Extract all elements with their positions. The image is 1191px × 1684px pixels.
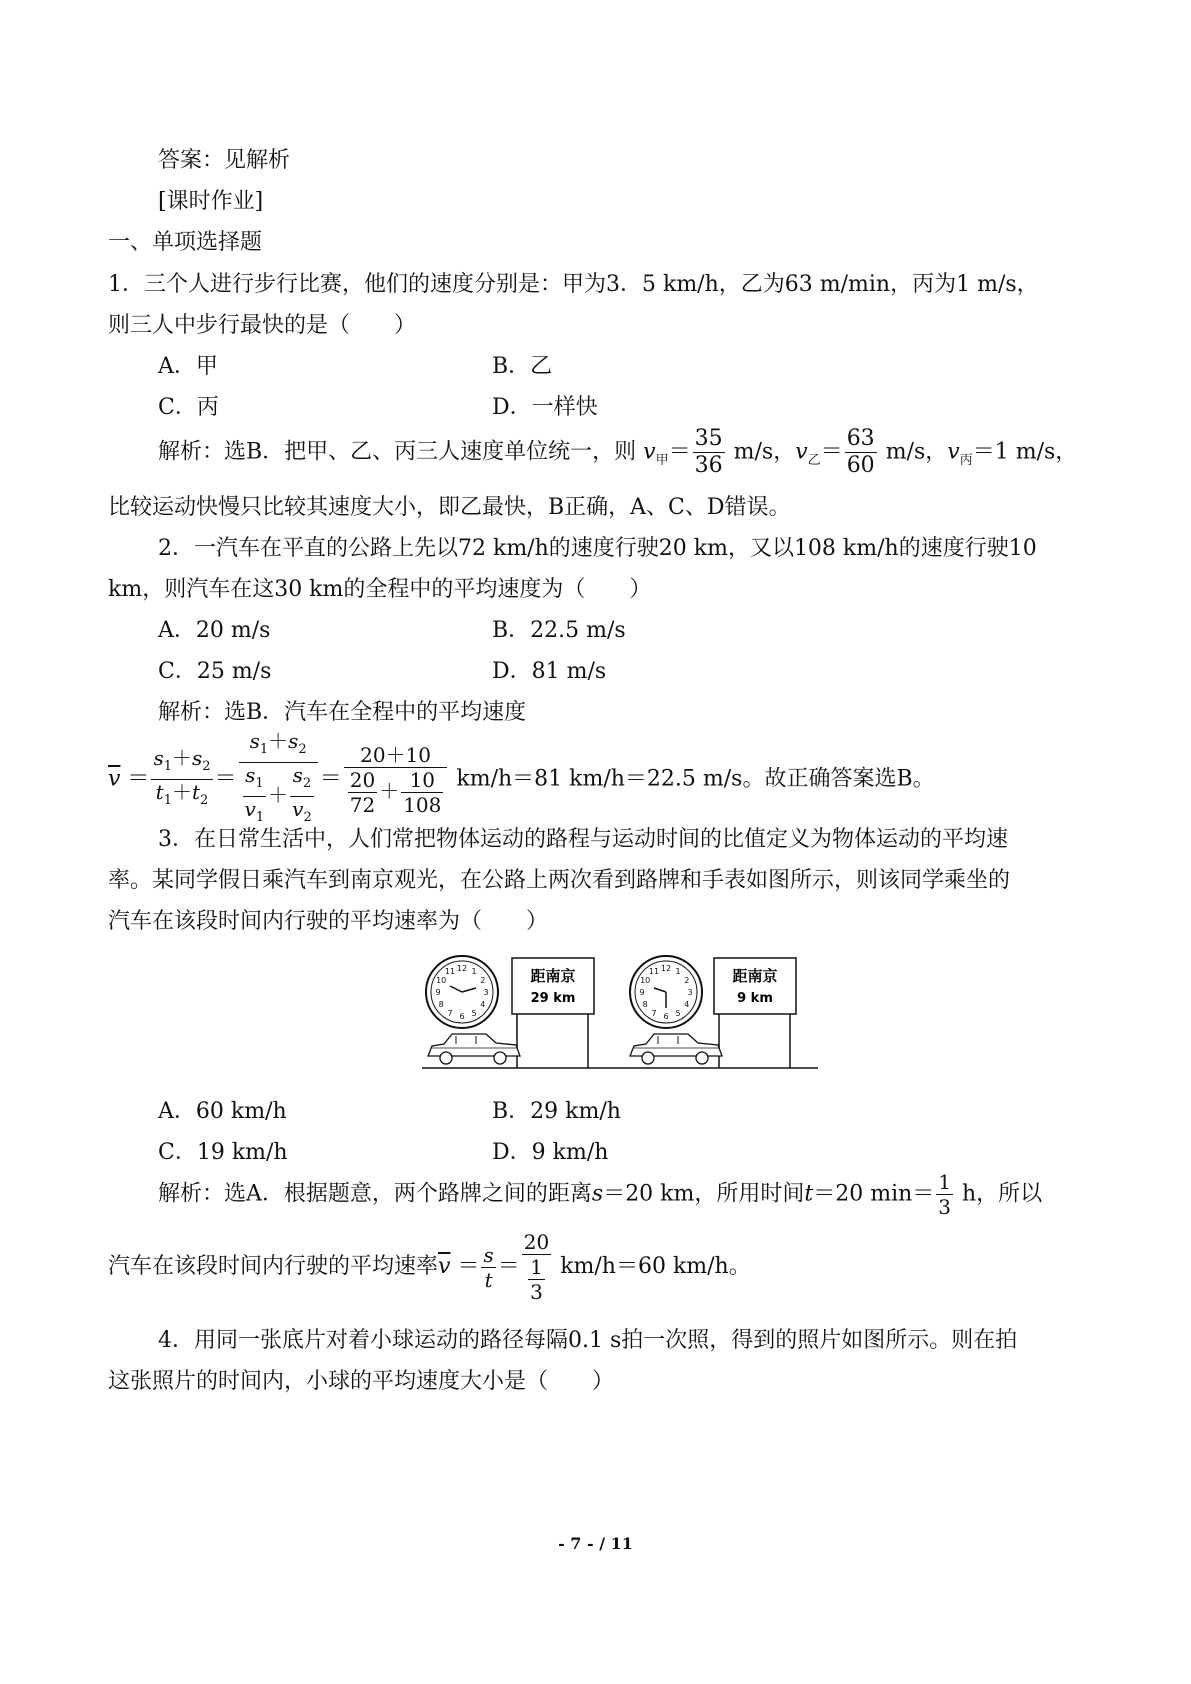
formula-fraction-1: $\frac{s_1+s_2}{t_1+t_2}$ xyxy=(153,746,211,808)
fraction-1-3: $\frac{1}{3}$ xyxy=(938,1170,952,1219)
section-heading: 一、单项选择题 xyxy=(108,230,263,255)
q2-option-a: A．20 m/s xyxy=(158,618,271,643)
clock-numeral: 11 xyxy=(648,967,660,977)
clock-numeral: 6 xyxy=(459,1012,465,1021)
sign-2-distance: 9 km xyxy=(737,991,773,1006)
q4-stem-line2: 这张照片的时间内，小球的平均速度大小是（ ） xyxy=(108,1369,615,1394)
formula-fraction-3: 20＋10 $\frac{20}{72}$ ＋ $\frac{10}{108}$ xyxy=(344,743,448,817)
unit: m/s， xyxy=(885,439,948,465)
q1-solution-line2: 比较运动快慢只比较其速度大小，即乙最快，B正确，A、C、D错误。 xyxy=(108,495,791,520)
clock-numeral: 1 xyxy=(675,967,681,977)
q4-stem-line1: 4．用同一张底片对着小球运动的路径每隔0.1 s拍一次照，得到的照片如图所示。则在拍 xyxy=(158,1328,1018,1353)
q2-solution-result: km/h＝81 km/h＝22.5 m/s。故正确答案选B。 xyxy=(456,766,935,792)
clock-numeral: 8 xyxy=(438,1000,444,1009)
v-symbol: v xyxy=(947,439,960,465)
page-footer: - 7 - / 11 xyxy=(558,1534,633,1553)
clock-numeral: 5 xyxy=(471,1008,477,1018)
clock-numeral: 5 xyxy=(675,1008,681,1018)
sub-jia: 甲 xyxy=(655,452,669,468)
fraction-20-over-third: $\frac{20}{\frac{1}{3}}$ xyxy=(523,1230,550,1304)
q1-solution-line1: 解析：选B．把甲、乙、丙三人速度单位统一，则 $v_甲=$ $\frac{35}{36}$ m/s，$v_乙=$ $\frac{63}{60}$ m/s，$v_丙=1$ m/s， xyxy=(158,426,1078,478)
car-1 xyxy=(428,1034,520,1064)
clock-numeral: 9 xyxy=(639,988,645,997)
q3-option-d: D．9 km/h xyxy=(492,1140,609,1165)
q2-stem-line1: 2．一汽车在平直的公路上先以72 km/h的速度行驶20 km，又以108 km/h的速度行驶10 xyxy=(158,536,1037,561)
clock-numeral: 8 xyxy=(642,1000,648,1009)
q3-solution-result: km/h＝60 km/h。 xyxy=(560,1254,751,1279)
sign-1-title: 距南京 xyxy=(530,967,576,985)
v-bing-value: ＝1 m/s， xyxy=(972,439,1078,465)
clock-numeral: 3 xyxy=(687,988,693,997)
clock-1 xyxy=(426,956,498,1028)
clock-numeral: 1 xyxy=(471,967,477,977)
v-symbol: v xyxy=(643,439,656,465)
clock-numeral: 7 xyxy=(447,1008,453,1018)
q3-solution-line1: 解析：选A．根据题意，两个路牌之间的距离s＝20 km，所用时间t＝20 min＝ $\frac{1}{3}$ h，所以 xyxy=(158,1170,1043,1219)
q1-stem-line1: 1．三个人进行步行比赛，他们的速度分别是：甲为3．5 km/h，乙为63 m/min，丙为1 m/s， xyxy=(108,272,1039,297)
clock-numeral: 7 xyxy=(651,1008,657,1018)
q3-figure xyxy=(420,950,820,1090)
q3-stem-line3: 汽车在该段时间内行驶的平均速率为（ ） xyxy=(108,909,549,934)
clock-numeral: 4 xyxy=(684,1000,690,1009)
unit: m/s， xyxy=(733,439,796,465)
q1-option-c: C．丙 xyxy=(158,395,219,420)
q2-option-d: D．81 m/s xyxy=(492,659,607,684)
formula-fraction-2: $s_1+s_2$ $\frac{s_1}{v_1}$ ＋ $\frac{s_2}{v_2}$ xyxy=(239,729,318,830)
q2-option-c: C．25 m/s xyxy=(158,659,272,684)
q2-solution-line1: 解析：选B．汽车在全程中的平均速度 xyxy=(158,700,527,725)
sign-1-distance: 29 km xyxy=(530,991,576,1006)
homework-heading: [课时作业] xyxy=(158,189,264,214)
fraction-35-36 xyxy=(693,426,725,479)
clock-numeral: 10 xyxy=(436,976,447,985)
time-value: ＝20 min＝ xyxy=(813,1181,935,1207)
numerator: 35 xyxy=(694,426,723,451)
q3-solution-text: 解析：选A．根据题意，两个路牌之间的距离 xyxy=(158,1181,592,1207)
clock-numeral: 2 xyxy=(684,976,690,985)
q1-option-d: D．一样快 xyxy=(492,395,598,420)
clock-numeral: 12 xyxy=(456,964,468,973)
q2-stem-line2: km，则汽车在这30 km的全程中的平均速度为（ ） xyxy=(108,577,652,602)
q3-solution-suffix: h，所以 xyxy=(962,1181,1043,1207)
clock-2 xyxy=(630,956,702,1028)
car-2 xyxy=(630,1034,722,1064)
road-sign-2 xyxy=(714,958,796,1068)
road-sign-1 xyxy=(512,958,594,1068)
q3-stem-line2: 率。某同学假日乘汽车到南京观光，在公路上两次看到路牌和手表如图所示，则该同学乘坐的 xyxy=(108,868,1011,893)
q3-solution-text-2: 汽车在该段时间内行驶的平均速率 xyxy=(108,1254,439,1279)
q1-stem-line2: 则三人中步行最快的是（ ） xyxy=(108,313,417,338)
clock-numeral: 10 xyxy=(640,976,651,985)
clock-numeral: 12 xyxy=(660,964,672,973)
sign-2-title: 距南京 xyxy=(732,967,778,985)
q1-option-b: B．乙 xyxy=(492,354,553,379)
v-symbol: v xyxy=(795,439,808,465)
denominator: 36 xyxy=(694,453,723,478)
q2-solution-formula: $\overline{v}$ ＝ $\frac{s_1+s_2}{t_1+t_2}$ ＝ $s_1+s_2$ $\frac{s_1}{v_1}$ ＋ $\frac{s_2}{v_2}$ ＝ 20＋10 $\frac{20}{72}$ ＋ $\frac{10}{108}$ km/h＝81 km/h＝22.5 m/s。故正确答案选B。 xyxy=(108,729,935,830)
clock-numeral: 9 xyxy=(435,988,441,997)
q3-solution-line2: 汽车在该段时间内行驶的平均速率$\overline{v}$ ＝ $\frac{s}{t}$ ＝ $\frac{20}{\frac{1}{3}}$ km/h＝60 km/h。 xyxy=(108,1230,751,1304)
q3-option-c: C．19 km/h xyxy=(158,1140,288,1165)
clock-numeral: 4 xyxy=(480,1000,486,1009)
q3-option-a: A．60 km/h xyxy=(158,1099,287,1124)
sub-yi: 乙 xyxy=(807,452,821,468)
q3-option-b: B．29 km/h xyxy=(492,1099,621,1124)
clock-numeral: 2 xyxy=(480,976,486,985)
q2-option-b: B．22.5 m/s xyxy=(492,618,626,643)
answer-line: 答案：见解析 xyxy=(158,148,291,173)
q3-stem-line1: 3．在日常生活中，人们常把物体运动的路程与运动时间的比值定义为物体运动的平均速 xyxy=(158,827,1008,852)
denominator: 60 xyxy=(846,453,875,478)
q1-solution-text: 解析：选B．把甲、乙、丙三人速度单位统一，则 xyxy=(158,439,637,465)
clock-numeral: 6 xyxy=(663,1012,669,1021)
q1-option-a: A．甲 xyxy=(158,354,218,379)
fraction-63-60 xyxy=(845,426,877,479)
numerator: 63 xyxy=(846,426,875,451)
sub-bing: 丙 xyxy=(959,452,973,468)
distance-value: ＝20 km，所用时间 xyxy=(603,1181,805,1207)
clock-numeral: 3 xyxy=(483,988,489,997)
clock-numeral: 11 xyxy=(444,967,456,977)
